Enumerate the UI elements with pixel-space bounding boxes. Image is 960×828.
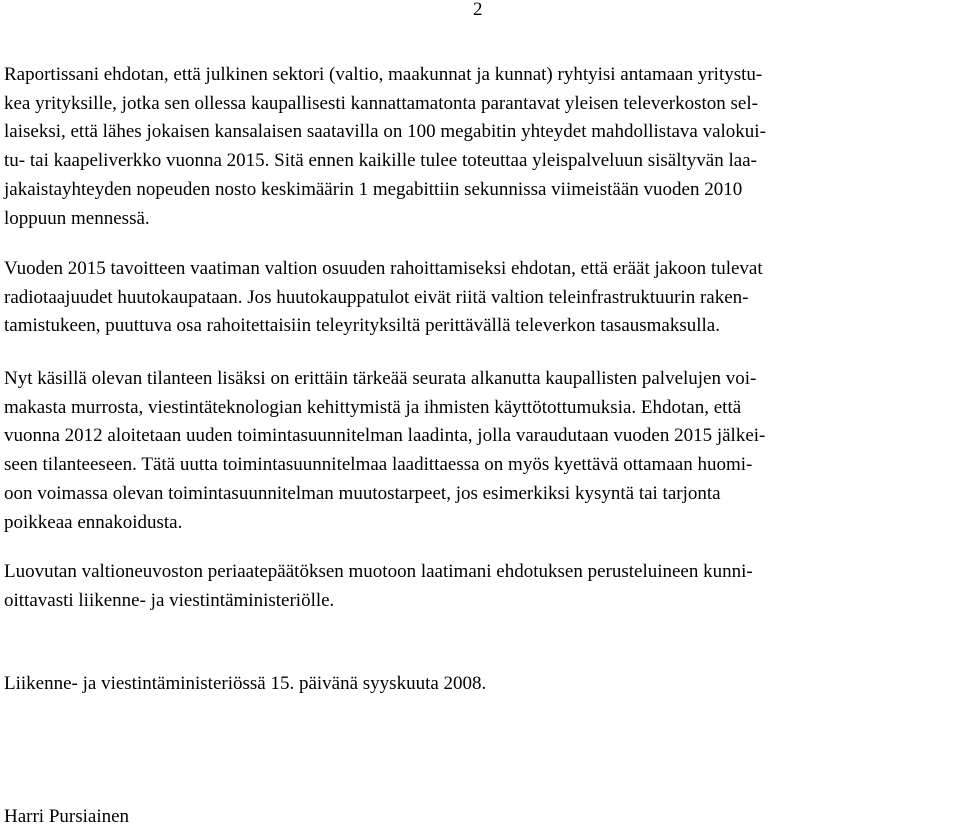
paragraph-handover: Luovutan valtioneuvoston periaatepäätöksen muotoon laatimani ehdotuksen perusteluineen kunni- oittavasti liikenne- ja viestintäministeriölle. xyxy=(4,561,753,611)
paragraph-proposal: Raportissani ehdotan, että julkinen sektori (valtio, maakunnat ja kunnat) ryhtyisi antamaan yritystu- kea yrityksille, jotka sen ollessa kaupallisesti kannattamatonta parantavat yleisen televerkoston sel- laiseksi, että lähes jokaisen kansalaisen saatavilla on 100 megabitin yhteydet mahdollistava valokui- tu- tai kaapeliverkko vuonna 2015. Sitä ennen kaikille tulee toteuttaa yleispalveluun sisältyvän laa- jakaistayhteyden nopeuden nosto keskimäärin 1 megabittiin sekunnissa viimeistään vuoden 2010 loppuun mennessä. xyxy=(4,64,766,229)
date-line: Liikenne- ja viestintäministeriössä 15. päivänä syyskuuta 2008. xyxy=(4,673,487,694)
page-number: 2 xyxy=(473,0,483,20)
paragraph-funding: Vuoden 2015 tavoitteen vaatiman valtion osuuden rahoittamiseksi ehdotan, että eräät jakoon tulevat radiotaajuudet huutokaupataan. Jos huutokauppatulot eivät riitä valtion teleinfrastruktuurin raken- tamistukeen, puuttuva osa rahoitettaisiin teleyrityksiltä perittävällä televerkon tasausmaksulla. xyxy=(4,258,763,337)
signature-name: Harri Pursiainen xyxy=(4,806,130,827)
paragraph-monitoring: Nyt käsillä olevan tilanteen lisäksi on erittäin tärkeää seurata alkanutta kaupallisten palvelujen voi- makasta murrosta, viestintäteknologian kehittymistä ja ihmisten käyttötottumuksia. Ehdotan, että vuonna 2012 aloitetaan uuden toimintasuunnitelman laadinta, jolla varaudutaan vuoden 2015 jälkei- seen tilanteeseen. Tätä uutta toimintasuunnitelmaa laadittaessa on myös kyettävä ottamaan huomi- oon voimassa olevan toimintasuunnitelman muutostarpeet, jos esimerkiksi kysyntä tai tarjonta poikkeaa ennakoidusta. xyxy=(4,368,766,533)
